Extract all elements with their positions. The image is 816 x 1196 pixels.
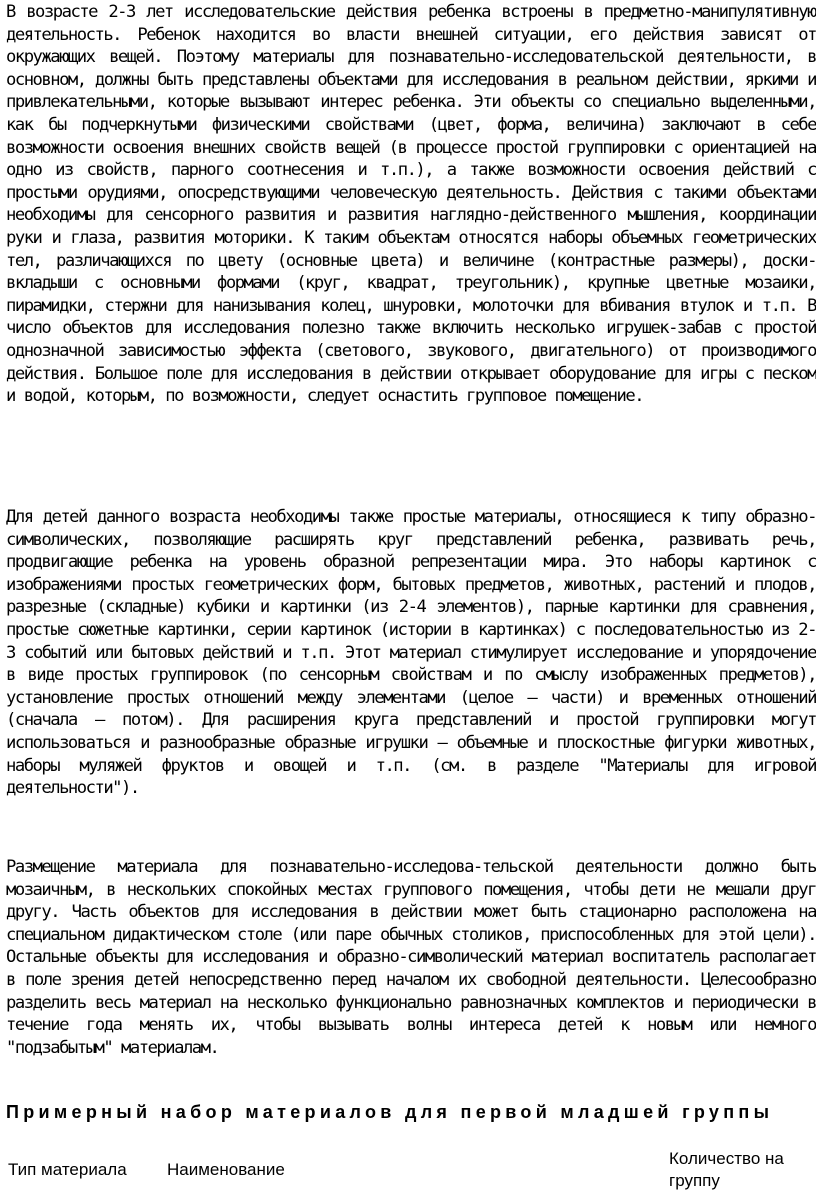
section-heading: Примерный набор материалов для первой младшей группы (6, 1102, 774, 1122)
column-header-material-type: Тип материала (8, 1160, 127, 1179)
paragraph-material-placement: Размещение материала для познавательно-исследова-тельской деятельности должно быть мозаичным, в нескольких спокойных местах группового помещения, чтобы дети не мешали друг другу. Часть объектов для исследования в действии может быть стационарно расположена на специальном дидактическом столе (или паре обычных столиков, приспособленных для этой цели). Остальные объекты для исследования и образно-символический материал воспитатель располагает в поле зрения детей непосредственно перед началом их свободной деятельности. Целесообразно разделить весь материал на несколько функционально равнозначных комплектов и периодически в течение года менять их, чтобы вызывать волны интереса детей к новым или немного "подзабытым" материалам. (6, 857, 816, 1058)
column-header-name: Наименование (167, 1160, 285, 1179)
materials-table-header (0, 1140, 816, 1196)
paragraph-symbolic-materials: Для детей данного возраста необходимы также простые материалы, относящиеся к типу образно-символических, позволяющие расширять круг представлений ребенка, развивать речь, продвигающие ребенка на уровень образной репрезентации мира. Это наборы картинок с изображениями простых геометрических форм, бытовых предметов, животных, растений и плодов, разрезные (складные) кубики и картинки (из 2-4 элементов), парные картинки для сравнения, простые сюжетные картинки, серии картинок (истории в картинках) с последовательностью из 2-3 событий или бытовых действий и т.п. Этот материал стимулирует исследование и упорядочение в виде простых группировок (по сенсорным свойствам и по смыслу изображенных предметов), установление простых отношений между элементами (целое — части) и временных отношений (сначала — потом). Для расширения круга представлений и простой группировки могут использоваться и разнообразные образные игрушки — объемные и плоскостные фигурки животных, наборы муляжей фруктов и овощей и т.п. (см. в разделе "Материалы для игровой деятельности"). (6, 507, 816, 799)
column-header-quantity: Количество на группу (669, 1149, 784, 1190)
paragraph-research-actions: В возрасте 2-3 лет исследовательские действия ребенка встроены в предметно-манипулятивную деятельность. Ребенок находится во власти внешней ситуации, его действия зависят от окружающих вещей. Поэтому материалы для познавательно-исследовательской деятельности, в основном, должны быть представлены объектами для исследования в реальном действии, яркими и привлекательными, которые вызывают интерес ребенка. Эти объекты со специально выделенными, как бы подчеркнутыми физическими свойствами (цвет, форма, величина) заключают в себе возможности освоения внешних свойств вещей (в процессе простой группировки с ориентацией на одно из свойств, парного соотнесения и т.п.), а также возможности освоения действий с простыми орудиями, опосредствующими человеческую деятельность. Действия с такими объектами необходимы для сенсорного развития и развития наглядно-действенного мышления, координации руки и глаза, развития моторики. К таким объектам относятся наборы объемных геометрических тел, различающихся по цвету (основные цвета) и величине (контрастные размеры), доски-вкладыши с основными формами (круг, квадрат, треугольник), крупные цветные мозаики, пирамидки, стержни для нанизывания колец, шнуровки, молоточки для вбивания втулок и т.п. В число объектов для исследования полезно также включить несколько игрушек-забав с простой однозначной зависимостью эффекта (светового, звукового, двигательного) от производимого действия. Большое поле для исследования в действии открывает оборудование для игры с песком и водой, которым, по возможности, следует оснастить групповое помещение. (6, 2, 816, 407)
